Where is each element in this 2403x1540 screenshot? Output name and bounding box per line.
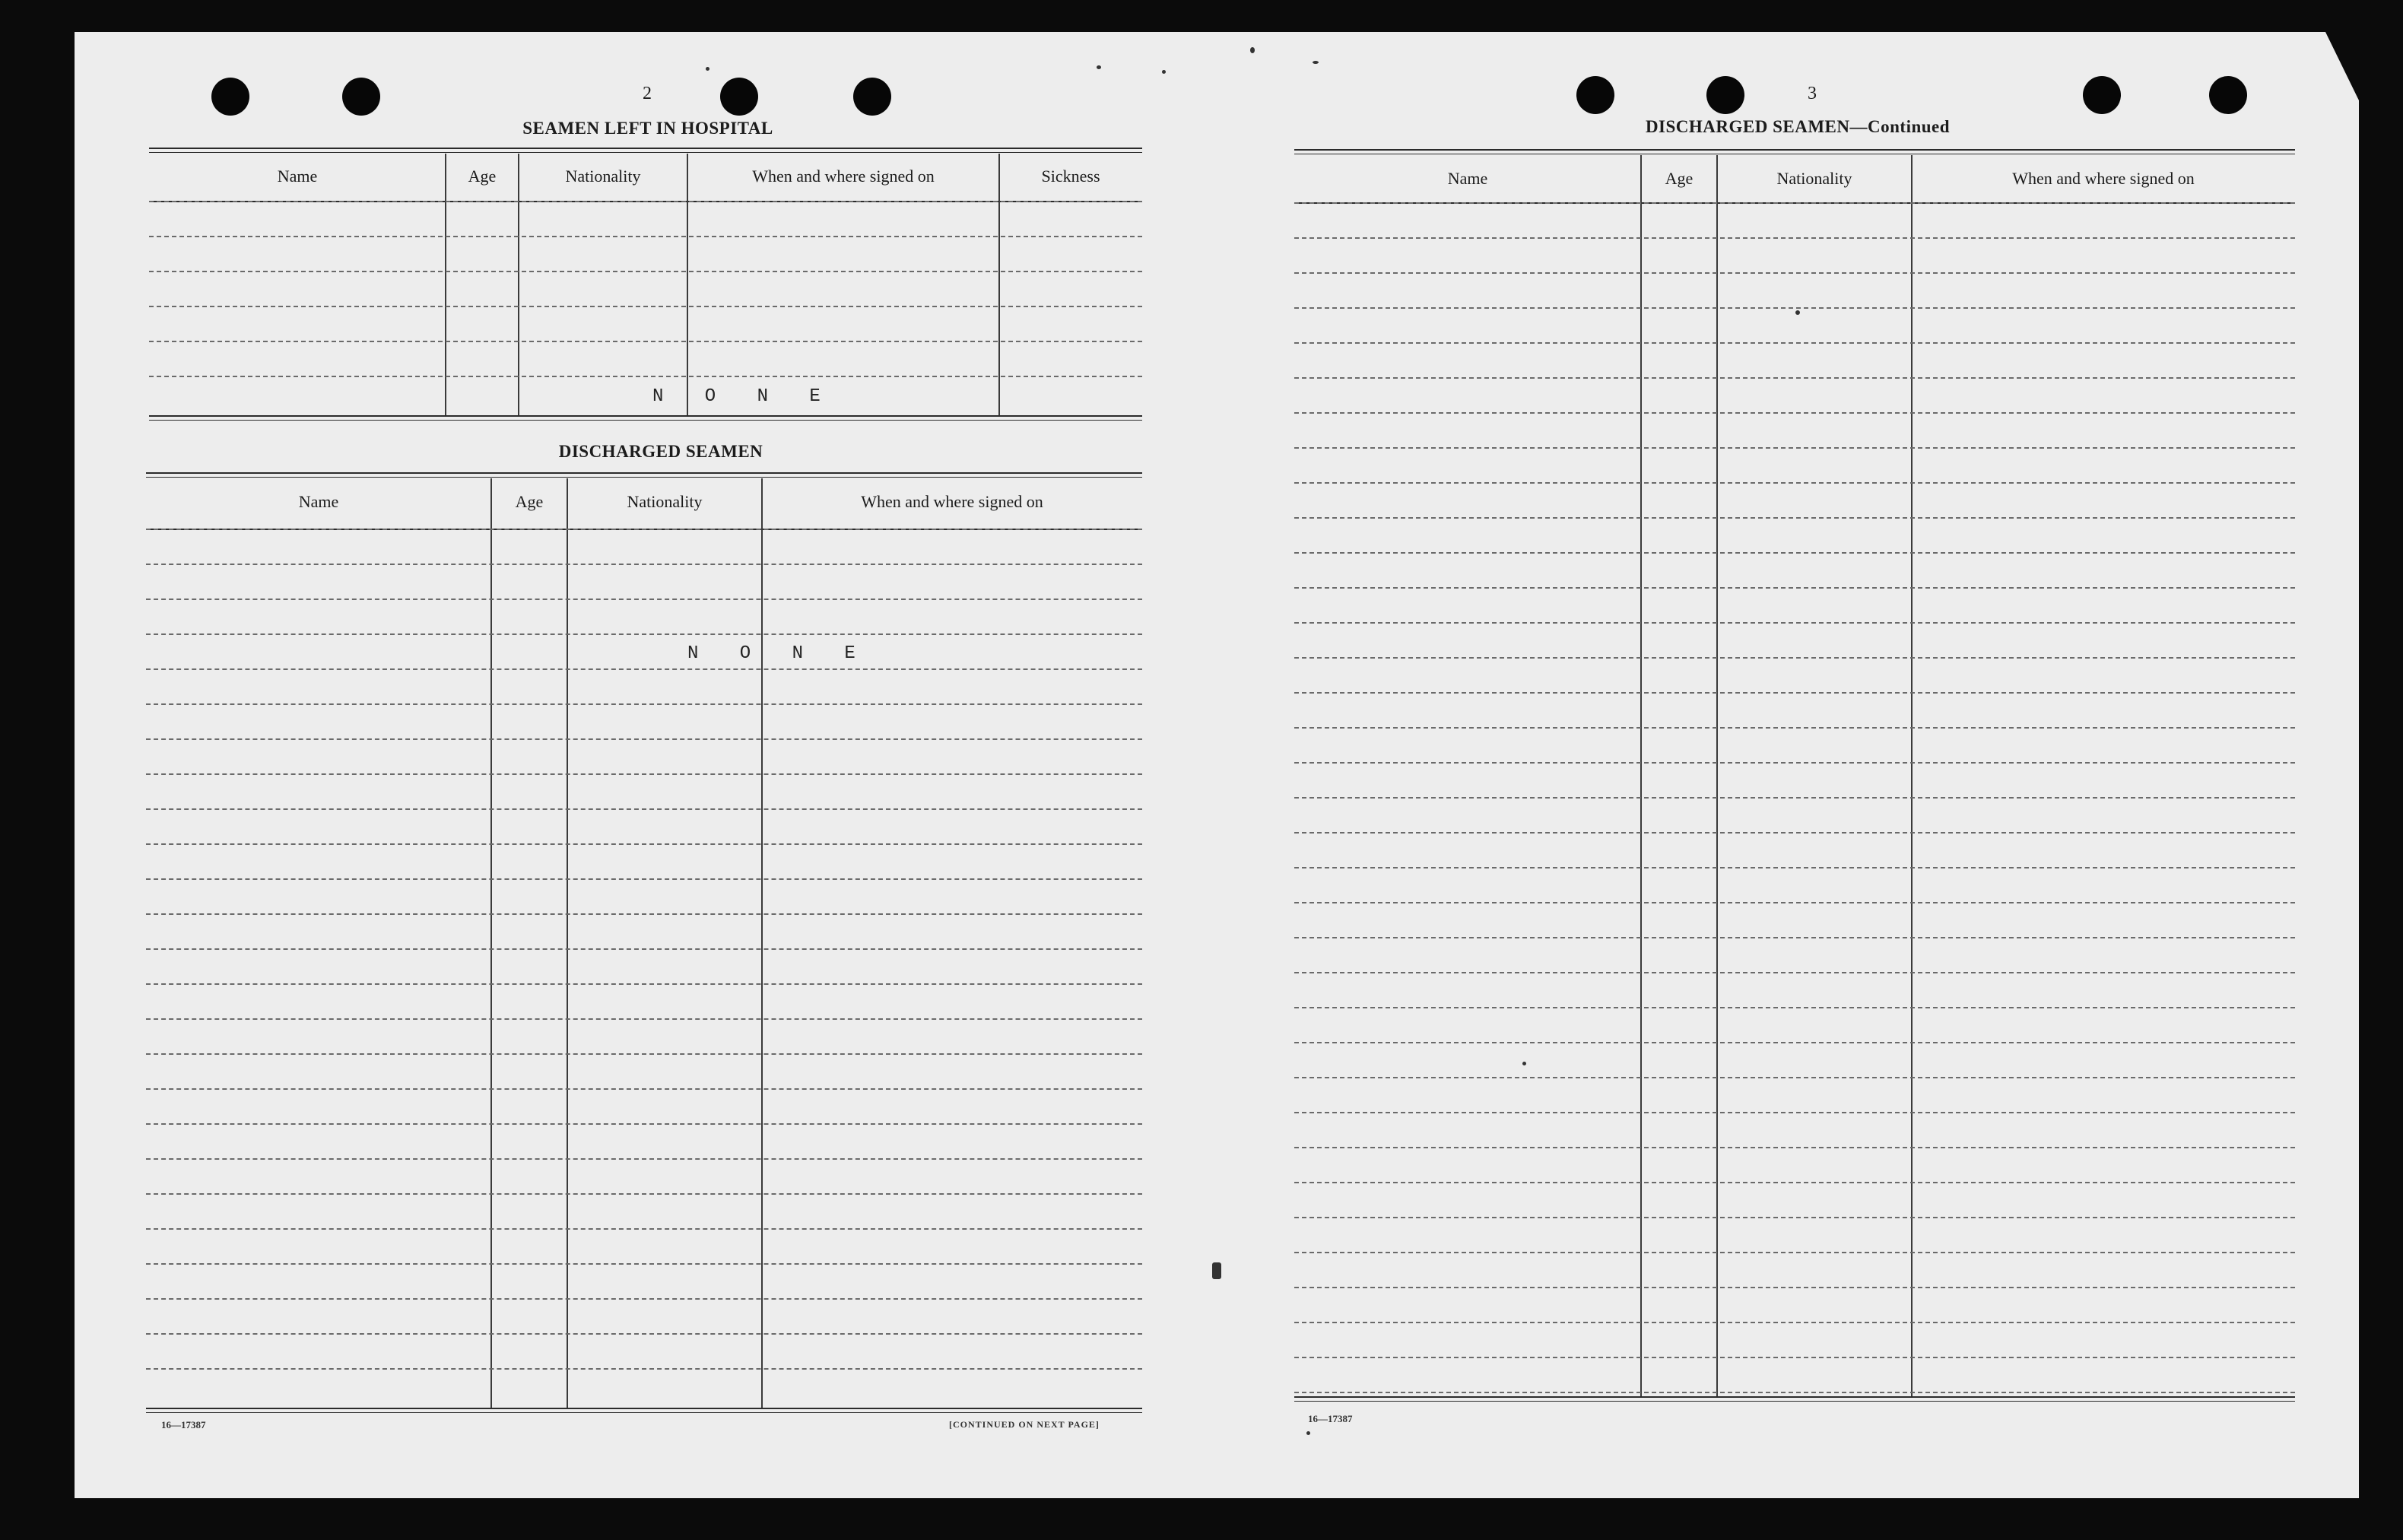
ink-speck bbox=[1522, 1062, 1526, 1065]
discharged-none-entry: N O N E bbox=[687, 643, 871, 664]
punch-hole bbox=[1576, 76, 1614, 114]
ink-speck bbox=[1306, 1431, 1310, 1435]
column-header-age: Age bbox=[1665, 169, 1694, 188]
punch-hole bbox=[853, 78, 891, 116]
column-header-name: Name bbox=[298, 492, 339, 511]
column-header-signed-on: When and where signed on bbox=[861, 492, 1043, 511]
column-header-age: Age bbox=[515, 492, 544, 511]
page-number: 2 bbox=[643, 84, 652, 103]
column-header-name: Name bbox=[277, 167, 318, 186]
ink-speck bbox=[706, 67, 709, 71]
ink-speck bbox=[1212, 1262, 1221, 1279]
hospital-section-title: SEAMEN LEFT IN HOSPITAL bbox=[522, 119, 773, 138]
column-header-nationality: Nationality bbox=[1776, 169, 1852, 188]
ink-speck bbox=[1795, 310, 1800, 315]
discharged-section-title: DISCHARGED SEAMEN bbox=[558, 442, 763, 461]
discharged-table bbox=[146, 472, 1142, 1412]
column-header-age: Age bbox=[468, 167, 497, 186]
column-header-nationality: Nationality bbox=[565, 167, 641, 186]
punch-hole bbox=[211, 78, 249, 116]
punch-hole bbox=[2083, 76, 2121, 114]
form-number: 16—17387 bbox=[1308, 1413, 1353, 1424]
ink-speck bbox=[1313, 61, 1319, 64]
title-main: DISCHARGED SEAMEN bbox=[1645, 117, 1850, 136]
column-header-nationality: Nationality bbox=[627, 492, 703, 511]
punch-hole bbox=[2209, 76, 2247, 114]
discharged-continued-table bbox=[1294, 149, 2295, 1402]
punch-hole bbox=[720, 78, 758, 116]
ink-speck bbox=[1162, 70, 1166, 74]
column-header-signed-on: When and where signed on bbox=[752, 167, 935, 186]
hospital-none-entry: N O N E bbox=[652, 386, 836, 407]
column-header-sickness: Sickness bbox=[1041, 167, 1100, 186]
ink-speck bbox=[1097, 65, 1101, 69]
column-header-name: Name bbox=[1447, 169, 1488, 188]
form-number: 16—17387 bbox=[161, 1419, 206, 1430]
hospital-table bbox=[149, 148, 1142, 421]
column-header-signed-on: When and where signed on bbox=[2012, 169, 2195, 188]
title-suffix: —Continued bbox=[1849, 117, 1951, 136]
discharged-continued-title bbox=[1646, 117, 1950, 137]
punch-hole bbox=[1706, 76, 1744, 114]
continued-note: [CONTINUED ON NEXT PAGE] bbox=[949, 1419, 1100, 1430]
ink-speck bbox=[1250, 47, 1255, 53]
page-number: 3 bbox=[1808, 84, 1817, 103]
punch-hole bbox=[342, 78, 380, 116]
